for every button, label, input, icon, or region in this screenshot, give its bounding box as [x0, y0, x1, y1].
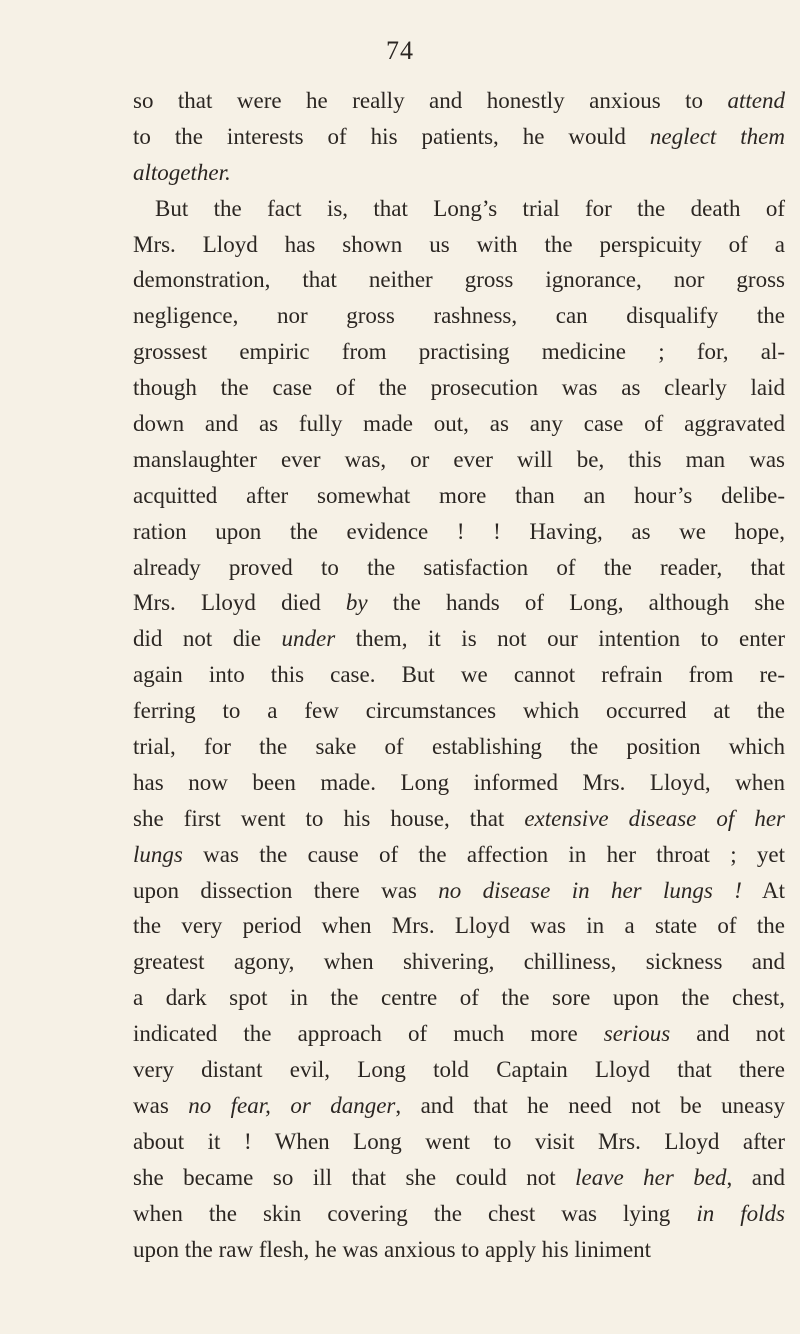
text-run: upon dissection there was — [133, 877, 439, 903]
text-line — [133, 1052, 785, 1088]
text-run: and not — [670, 1021, 785, 1047]
text-run: did not die — [133, 626, 282, 652]
text-line — [133, 370, 785, 406]
text-run: down and as fully made out, as any case of aggravated — [133, 411, 785, 437]
text-run: to the interests of his patients, he would — [133, 123, 650, 149]
text-run: about it ! When Long went to visit Mrs. Lloyd after — [133, 1128, 785, 1154]
text-run: indicated the approach of much more — [133, 1021, 604, 1047]
text-line — [133, 729, 785, 765]
text-run: Mrs. Lloyd died — [133, 590, 346, 616]
text-run: At — [741, 877, 785, 903]
italic-text: neglect them — [649, 123, 785, 149]
text-run: though the case of the prosecution was as clearly laid — [133, 375, 785, 401]
text-line — [133, 621, 785, 657]
text-line — [133, 944, 785, 980]
text-line — [133, 657, 785, 693]
text-line — [133, 550, 785, 586]
text-line — [133, 83, 785, 119]
text-line — [133, 334, 785, 370]
text-line — [133, 585, 785, 621]
text-run: has now been made. Long informed Mrs. Lloyd, when — [133, 769, 785, 795]
text-line — [133, 837, 785, 873]
italic-text: under — [281, 626, 336, 652]
text-run: But the fact is, that Long’s trial for the death of — [155, 195, 785, 221]
text-line — [133, 693, 785, 729]
text-line — [133, 1232, 785, 1268]
text-run: upon the raw flesh, he was anxious to apply his liniment — [133, 1236, 652, 1262]
text-line — [133, 908, 785, 944]
text-run: the very period when Mrs. Lloyd was in a state of the — [133, 913, 785, 939]
text-run: the hands of Long, although she — [367, 590, 785, 616]
text-line — [133, 119, 785, 155]
italic-text: altogether. — [133, 159, 231, 185]
text-line — [133, 442, 785, 478]
text-run: trial, for the sake of establishing the position which — [133, 734, 785, 760]
text-run: already proved to the satisfaction of the reader, that — [133, 554, 785, 580]
text-run: , and that he need not be uneasy — [395, 1092, 785, 1118]
text-line — [133, 1088, 785, 1124]
text-run: ration upon the evidence ! ! Having, as we hope, — [133, 518, 785, 544]
italic-text: lungs — [133, 841, 183, 867]
italic-text: extensive disease of her — [524, 805, 786, 831]
italic-text: no disease in her lungs ! — [438, 877, 742, 903]
text-line — [133, 298, 785, 334]
text-run: was the cause of the affection in her throat ; yet — [182, 841, 785, 867]
text-run: grossest empiric from practising medicine ; for, al- — [133, 339, 785, 365]
text-line — [133, 478, 785, 514]
text-run: so that were he really and honestly anxious to — [133, 88, 728, 113]
text-run: she became so ill that she could not — [133, 1164, 576, 1190]
text-line — [133, 1016, 785, 1052]
text-line — [133, 873, 785, 909]
text-line — [133, 801, 785, 837]
text-run: very distant evil, Long told Captain Lloyd that there — [133, 1057, 785, 1083]
text-run: when the skin covering the chest was lying — [133, 1200, 697, 1226]
text-run: was — [133, 1092, 189, 1118]
text-line — [133, 514, 785, 550]
page-number: 74 — [386, 36, 414, 65]
text-line — [133, 155, 785, 191]
italic-text: in folds — [696, 1200, 785, 1226]
italic-text: serious — [603, 1021, 671, 1047]
text-line — [133, 1160, 785, 1196]
text-line — [133, 980, 785, 1016]
text-run: them, it is not our intention to enter — [335, 626, 785, 652]
text-line — [133, 227, 785, 263]
text-run: she first went to his house, that — [133, 805, 525, 831]
text-line — [133, 1124, 785, 1160]
italic-text: by — [345, 590, 368, 616]
text-run: negligence, nor gross rashness, can disqualify the — [133, 303, 785, 329]
text-run: acquitted after somewhat more than an hour’s delibe- — [133, 482, 785, 508]
text-run: ferring to a few circumstances which occurred at the — [133, 698, 785, 724]
text-line — [133, 191, 785, 227]
text-run: again into this case. But we cannot refrain from re- — [133, 662, 785, 688]
text-line — [133, 1196, 785, 1232]
text-run: , and — [726, 1164, 785, 1190]
italic-text: no fear, or danger — [188, 1092, 396, 1118]
italic-text: attend — [727, 88, 785, 113]
text-line — [133, 262, 785, 298]
text-run: Mrs. Lloyd has shown us with the perspicuity of a — [133, 231, 785, 257]
body-text — [133, 83, 785, 1267]
text-run: greatest agony, when shivering, chilliness, sickness and — [133, 949, 785, 975]
text-run: demonstration, that neither gross ignorance, nor gross — [133, 267, 785, 293]
text-run: manslaughter ever was, or ever will be, this man was — [133, 446, 785, 472]
text-line — [133, 765, 785, 801]
text-run: a dark spot in the centre of the sore upon the chest, — [133, 985, 785, 1011]
text-line — [133, 406, 785, 442]
italic-text: leave her bed — [575, 1164, 727, 1190]
